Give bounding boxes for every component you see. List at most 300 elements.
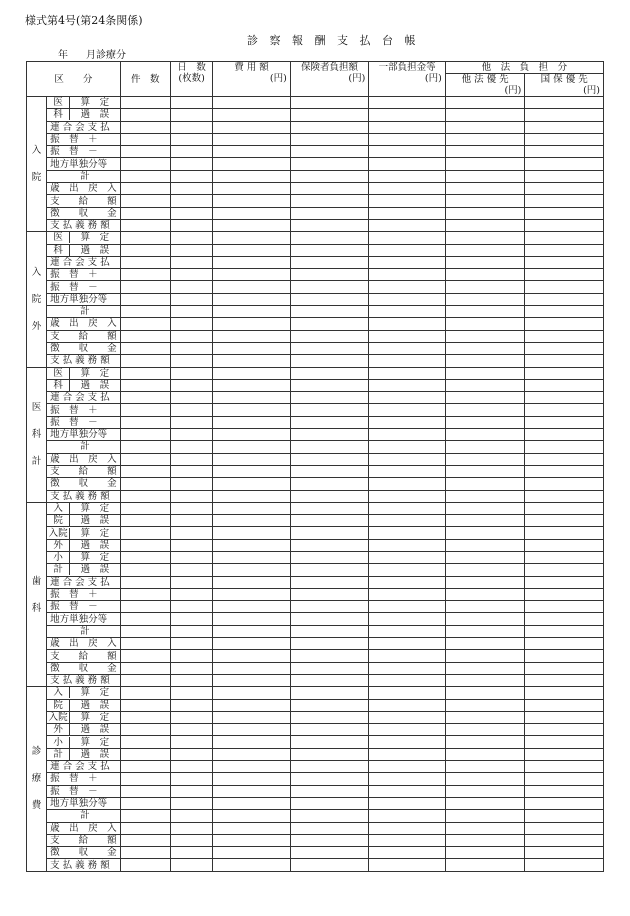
entry-cell[interactable]	[170, 355, 212, 367]
entry-cell[interactable]	[213, 650, 291, 662]
entry-cell[interactable]	[213, 588, 291, 600]
entry-cell[interactable]	[213, 330, 291, 342]
entry-cell[interactable]	[445, 97, 525, 109]
entry-cell[interactable]	[213, 502, 291, 514]
entry-cell[interactable]	[445, 490, 525, 502]
entry-cell[interactable]	[290, 650, 369, 662]
entry-cell[interactable]	[290, 797, 369, 809]
entry-cell[interactable]	[525, 662, 604, 674]
entry-cell[interactable]	[290, 318, 369, 330]
entry-cell[interactable]	[445, 379, 525, 391]
entry-cell[interactable]	[170, 133, 212, 145]
entry-cell[interactable]	[445, 834, 525, 846]
entry-cell[interactable]	[170, 711, 212, 723]
entry-cell[interactable]	[369, 588, 446, 600]
entry-cell[interactable]	[369, 822, 446, 834]
entry-cell[interactable]	[120, 133, 170, 145]
entry-cell[interactable]	[525, 244, 604, 256]
entry-cell[interactable]	[525, 797, 604, 809]
entry-cell[interactable]	[525, 674, 604, 686]
entry-cell[interactable]	[445, 121, 525, 133]
entry-cell[interactable]	[120, 342, 170, 354]
entry-cell[interactable]	[445, 588, 525, 600]
entry-cell[interactable]	[290, 515, 369, 527]
entry-cell[interactable]	[445, 748, 525, 760]
entry-cell[interactable]	[290, 281, 369, 293]
entry-cell[interactable]	[525, 699, 604, 711]
entry-cell[interactable]	[120, 256, 170, 268]
entry-cell[interactable]	[445, 330, 525, 342]
entry-cell[interactable]	[369, 330, 446, 342]
entry-cell[interactable]	[120, 724, 170, 736]
entry-cell[interactable]	[525, 773, 604, 785]
entry-cell[interactable]	[445, 207, 525, 219]
entry-cell[interactable]	[170, 318, 212, 330]
entry-cell[interactable]	[369, 625, 446, 637]
entry-cell[interactable]	[170, 441, 212, 453]
entry-cell[interactable]	[120, 158, 170, 170]
entry-cell[interactable]	[445, 355, 525, 367]
entry-cell[interactable]	[369, 281, 446, 293]
entry-cell[interactable]	[445, 638, 525, 650]
entry-cell[interactable]	[290, 625, 369, 637]
entry-cell[interactable]	[369, 195, 446, 207]
entry-cell[interactable]	[213, 662, 291, 674]
entry-cell[interactable]	[120, 638, 170, 650]
entry-cell[interactable]	[290, 342, 369, 354]
entry-cell[interactable]	[213, 416, 291, 428]
entry-cell[interactable]	[213, 601, 291, 613]
entry-cell[interactable]	[369, 109, 446, 121]
entry-cell[interactable]	[369, 219, 446, 231]
entry-cell[interactable]	[369, 810, 446, 822]
entry-cell[interactable]	[525, 379, 604, 391]
entry-cell[interactable]	[369, 502, 446, 514]
entry-cell[interactable]	[213, 515, 291, 527]
entry-cell[interactable]	[445, 293, 525, 305]
entry-cell[interactable]	[290, 170, 369, 182]
entry-cell[interactable]	[213, 170, 291, 182]
entry-cell[interactable]	[290, 207, 369, 219]
entry-cell[interactable]	[170, 453, 212, 465]
entry-cell[interactable]	[170, 97, 212, 109]
entry-cell[interactable]	[290, 269, 369, 281]
entry-cell[interactable]	[120, 293, 170, 305]
entry-cell[interactable]	[170, 490, 212, 502]
entry-cell[interactable]	[213, 539, 291, 551]
entry-cell[interactable]	[525, 613, 604, 625]
entry-cell[interactable]	[445, 551, 525, 563]
entry-cell[interactable]	[170, 342, 212, 354]
entry-cell[interactable]	[525, 638, 604, 650]
entry-cell[interactable]	[170, 527, 212, 539]
entry-cell[interactable]	[525, 785, 604, 797]
entry-cell[interactable]	[120, 515, 170, 527]
entry-cell[interactable]	[170, 625, 212, 637]
entry-cell[interactable]	[525, 404, 604, 416]
entry-cell[interactable]	[170, 515, 212, 527]
entry-cell[interactable]	[213, 773, 291, 785]
entry-cell[interactable]	[213, 109, 291, 121]
entry-cell[interactable]	[170, 465, 212, 477]
entry-cell[interactable]	[213, 293, 291, 305]
entry-cell[interactable]	[170, 539, 212, 551]
entry-cell[interactable]	[120, 232, 170, 244]
entry-cell[interactable]	[170, 367, 212, 379]
entry-cell[interactable]	[120, 613, 170, 625]
entry-cell[interactable]	[170, 687, 212, 699]
entry-cell[interactable]	[213, 429, 291, 441]
entry-cell[interactable]	[290, 810, 369, 822]
entry-cell[interactable]	[290, 613, 369, 625]
entry-cell[interactable]	[213, 133, 291, 145]
entry-cell[interactable]	[290, 847, 369, 859]
entry-cell[interactable]	[290, 539, 369, 551]
entry-cell[interactable]	[369, 478, 446, 490]
entry-cell[interactable]	[525, 109, 604, 121]
entry-cell[interactable]	[369, 711, 446, 723]
entry-cell[interactable]	[170, 564, 212, 576]
entry-cell[interactable]	[120, 847, 170, 859]
entry-cell[interactable]	[290, 699, 369, 711]
entry-cell[interactable]	[445, 613, 525, 625]
entry-cell[interactable]	[525, 219, 604, 231]
entry-cell[interactable]	[445, 736, 525, 748]
entry-cell[interactable]	[120, 146, 170, 158]
entry-cell[interactable]	[213, 625, 291, 637]
entry-cell[interactable]	[525, 207, 604, 219]
entry-cell[interactable]	[290, 416, 369, 428]
entry-cell[interactable]	[290, 429, 369, 441]
entry-cell[interactable]	[120, 453, 170, 465]
entry-cell[interactable]	[120, 674, 170, 686]
entry-cell[interactable]	[369, 773, 446, 785]
entry-cell[interactable]	[525, 687, 604, 699]
entry-cell[interactable]	[120, 588, 170, 600]
entry-cell[interactable]	[525, 158, 604, 170]
entry-cell[interactable]	[120, 761, 170, 773]
entry-cell[interactable]	[445, 650, 525, 662]
entry-cell[interactable]	[369, 527, 446, 539]
entry-cell[interactable]	[525, 318, 604, 330]
entry-cell[interactable]	[369, 133, 446, 145]
entry-cell[interactable]	[213, 281, 291, 293]
entry-cell[interactable]	[120, 711, 170, 723]
entry-cell[interactable]	[369, 158, 446, 170]
entry-cell[interactable]	[369, 674, 446, 686]
entry-cell[interactable]	[369, 576, 446, 588]
entry-cell[interactable]	[120, 564, 170, 576]
entry-cell[interactable]	[525, 724, 604, 736]
entry-cell[interactable]	[170, 736, 212, 748]
entry-cell[interactable]	[290, 219, 369, 231]
entry-cell[interactable]	[445, 342, 525, 354]
entry-cell[interactable]	[290, 183, 369, 195]
entry-cell[interactable]	[170, 859, 212, 871]
entry-cell[interactable]	[120, 306, 170, 318]
entry-cell[interactable]	[120, 367, 170, 379]
entry-cell[interactable]	[120, 748, 170, 760]
entry-cell[interactable]	[213, 859, 291, 871]
entry-cell[interactable]	[290, 638, 369, 650]
entry-cell[interactable]	[445, 564, 525, 576]
entry-cell[interactable]	[120, 502, 170, 514]
entry-cell[interactable]	[369, 453, 446, 465]
entry-cell[interactable]	[525, 232, 604, 244]
entry-cell[interactable]	[213, 736, 291, 748]
entry-cell[interactable]	[120, 404, 170, 416]
entry-cell[interactable]	[213, 355, 291, 367]
entry-cell[interactable]	[213, 207, 291, 219]
entry-cell[interactable]	[120, 527, 170, 539]
entry-cell[interactable]	[120, 859, 170, 871]
entry-cell[interactable]	[290, 379, 369, 391]
entry-cell[interactable]	[369, 367, 446, 379]
entry-cell[interactable]	[290, 306, 369, 318]
entry-cell[interactable]	[369, 429, 446, 441]
entry-cell[interactable]	[170, 601, 212, 613]
entry-cell[interactable]	[369, 146, 446, 158]
entry-cell[interactable]	[120, 490, 170, 502]
entry-cell[interactable]	[170, 293, 212, 305]
entry-cell[interactable]	[120, 269, 170, 281]
entry-cell[interactable]	[170, 638, 212, 650]
entry-cell[interactable]	[369, 355, 446, 367]
entry-cell[interactable]	[369, 244, 446, 256]
entry-cell[interactable]	[213, 146, 291, 158]
entry-cell[interactable]	[213, 711, 291, 723]
entry-cell[interactable]	[213, 847, 291, 859]
entry-cell[interactable]	[290, 822, 369, 834]
entry-cell[interactable]	[290, 748, 369, 760]
entry-cell[interactable]	[120, 97, 170, 109]
entry-cell[interactable]	[525, 650, 604, 662]
entry-cell[interactable]	[213, 269, 291, 281]
entry-cell[interactable]	[369, 97, 446, 109]
entry-cell[interactable]	[290, 453, 369, 465]
entry-cell[interactable]	[525, 146, 604, 158]
entry-cell[interactable]	[170, 429, 212, 441]
entry-cell[interactable]	[369, 269, 446, 281]
entry-cell[interactable]	[170, 810, 212, 822]
entry-cell[interactable]	[290, 367, 369, 379]
entry-cell[interactable]	[170, 478, 212, 490]
entry-cell[interactable]	[445, 859, 525, 871]
entry-cell[interactable]	[290, 121, 369, 133]
entry-cell[interactable]	[170, 613, 212, 625]
entry-cell[interactable]	[213, 761, 291, 773]
entry-cell[interactable]	[170, 392, 212, 404]
entry-cell[interactable]	[170, 748, 212, 760]
entry-cell[interactable]	[170, 785, 212, 797]
entry-cell[interactable]	[525, 527, 604, 539]
entry-cell[interactable]	[213, 822, 291, 834]
entry-cell[interactable]	[445, 724, 525, 736]
entry-cell[interactable]	[120, 736, 170, 748]
entry-cell[interactable]	[445, 269, 525, 281]
entry-cell[interactable]	[170, 306, 212, 318]
entry-cell[interactable]	[170, 797, 212, 809]
entry-cell[interactable]	[290, 490, 369, 502]
entry-cell[interactable]	[290, 97, 369, 109]
entry-cell[interactable]	[120, 195, 170, 207]
entry-cell[interactable]	[369, 404, 446, 416]
entry-cell[interactable]	[445, 773, 525, 785]
entry-cell[interactable]	[369, 207, 446, 219]
entry-cell[interactable]	[369, 601, 446, 613]
entry-cell[interactable]	[445, 416, 525, 428]
entry-cell[interactable]	[369, 724, 446, 736]
entry-cell[interactable]	[525, 170, 604, 182]
entry-cell[interactable]	[213, 97, 291, 109]
entry-cell[interactable]	[170, 269, 212, 281]
entry-cell[interactable]	[445, 281, 525, 293]
entry-cell[interactable]	[525, 392, 604, 404]
entry-cell[interactable]	[525, 416, 604, 428]
entry-cell[interactable]	[525, 551, 604, 563]
entry-cell[interactable]	[120, 810, 170, 822]
entry-cell[interactable]	[445, 441, 525, 453]
entry-cell[interactable]	[369, 736, 446, 748]
entry-cell[interactable]	[290, 551, 369, 563]
entry-cell[interactable]	[170, 724, 212, 736]
entry-cell[interactable]	[170, 773, 212, 785]
entry-cell[interactable]	[290, 404, 369, 416]
entry-cell[interactable]	[170, 158, 212, 170]
entry-cell[interactable]	[369, 662, 446, 674]
entry-cell[interactable]	[525, 367, 604, 379]
entry-cell[interactable]	[213, 564, 291, 576]
entry-cell[interactable]	[525, 576, 604, 588]
entry-cell[interactable]	[290, 859, 369, 871]
entry-cell[interactable]	[290, 724, 369, 736]
entry-cell[interactable]	[369, 121, 446, 133]
entry-cell[interactable]	[290, 785, 369, 797]
entry-cell[interactable]	[445, 601, 525, 613]
entry-cell[interactable]	[120, 785, 170, 797]
entry-cell[interactable]	[170, 761, 212, 773]
entry-cell[interactable]	[525, 97, 604, 109]
entry-cell[interactable]	[170, 379, 212, 391]
entry-cell[interactable]	[369, 551, 446, 563]
entry-cell[interactable]	[290, 355, 369, 367]
entry-cell[interactable]	[120, 109, 170, 121]
entry-cell[interactable]	[213, 121, 291, 133]
entry-cell[interactable]	[120, 330, 170, 342]
entry-cell[interactable]	[445, 453, 525, 465]
entry-cell[interactable]	[525, 601, 604, 613]
entry-cell[interactable]	[369, 859, 446, 871]
entry-cell[interactable]	[525, 133, 604, 145]
entry-cell[interactable]	[290, 232, 369, 244]
entry-cell[interactable]	[120, 121, 170, 133]
entry-cell[interactable]	[525, 515, 604, 527]
entry-cell[interactable]	[369, 699, 446, 711]
entry-cell[interactable]	[290, 527, 369, 539]
entry-cell[interactable]	[213, 490, 291, 502]
entry-cell[interactable]	[369, 342, 446, 354]
entry-cell[interactable]	[213, 834, 291, 846]
entry-cell[interactable]	[170, 822, 212, 834]
entry-cell[interactable]	[369, 785, 446, 797]
entry-cell[interactable]	[525, 564, 604, 576]
entry-cell[interactable]	[445, 232, 525, 244]
entry-cell[interactable]	[120, 551, 170, 563]
entry-cell[interactable]	[120, 662, 170, 674]
entry-cell[interactable]	[445, 625, 525, 637]
entry-cell[interactable]	[213, 478, 291, 490]
entry-cell[interactable]	[369, 416, 446, 428]
entry-cell[interactable]	[290, 502, 369, 514]
entry-cell[interactable]	[213, 404, 291, 416]
entry-cell[interactable]	[445, 170, 525, 182]
entry-cell[interactable]	[120, 392, 170, 404]
entry-cell[interactable]	[120, 650, 170, 662]
entry-cell[interactable]	[213, 392, 291, 404]
entry-cell[interactable]	[120, 244, 170, 256]
entry-cell[interactable]	[445, 502, 525, 514]
entry-cell[interactable]	[290, 564, 369, 576]
entry-cell[interactable]	[170, 109, 212, 121]
entry-cell[interactable]	[525, 281, 604, 293]
entry-cell[interactable]	[369, 613, 446, 625]
entry-cell[interactable]	[369, 318, 446, 330]
entry-cell[interactable]	[525, 429, 604, 441]
entry-cell[interactable]	[290, 465, 369, 477]
entry-cell[interactable]	[120, 207, 170, 219]
entry-cell[interactable]	[369, 232, 446, 244]
entry-cell[interactable]	[213, 342, 291, 354]
entry-cell[interactable]	[525, 761, 604, 773]
entry-cell[interactable]	[290, 601, 369, 613]
entry-cell[interactable]	[445, 465, 525, 477]
entry-cell[interactable]	[170, 281, 212, 293]
entry-cell[interactable]	[445, 318, 525, 330]
entry-cell[interactable]	[120, 834, 170, 846]
entry-cell[interactable]	[120, 699, 170, 711]
entry-cell[interactable]	[525, 330, 604, 342]
entry-cell[interactable]	[290, 588, 369, 600]
entry-cell[interactable]	[170, 404, 212, 416]
entry-cell[interactable]	[290, 293, 369, 305]
entry-cell[interactable]	[170, 576, 212, 588]
entry-cell[interactable]	[213, 674, 291, 686]
entry-cell[interactable]	[525, 453, 604, 465]
entry-cell[interactable]	[525, 478, 604, 490]
entry-cell[interactable]	[213, 441, 291, 453]
entry-cell[interactable]	[445, 133, 525, 145]
entry-cell[interactable]	[445, 478, 525, 490]
entry-cell[interactable]	[170, 232, 212, 244]
entry-cell[interactable]	[213, 748, 291, 760]
entry-cell[interactable]	[290, 158, 369, 170]
entry-cell[interactable]	[170, 650, 212, 662]
entry-cell[interactable]	[170, 502, 212, 514]
entry-cell[interactable]	[120, 170, 170, 182]
entry-cell[interactable]	[120, 318, 170, 330]
entry-cell[interactable]	[213, 576, 291, 588]
entry-cell[interactable]	[120, 379, 170, 391]
entry-cell[interactable]	[170, 330, 212, 342]
entry-cell[interactable]	[120, 797, 170, 809]
entry-cell[interactable]	[120, 576, 170, 588]
entry-cell[interactable]	[445, 219, 525, 231]
entry-cell[interactable]	[120, 465, 170, 477]
entry-cell[interactable]	[120, 625, 170, 637]
entry-cell[interactable]	[445, 539, 525, 551]
entry-cell[interactable]	[170, 847, 212, 859]
entry-cell[interactable]	[369, 293, 446, 305]
